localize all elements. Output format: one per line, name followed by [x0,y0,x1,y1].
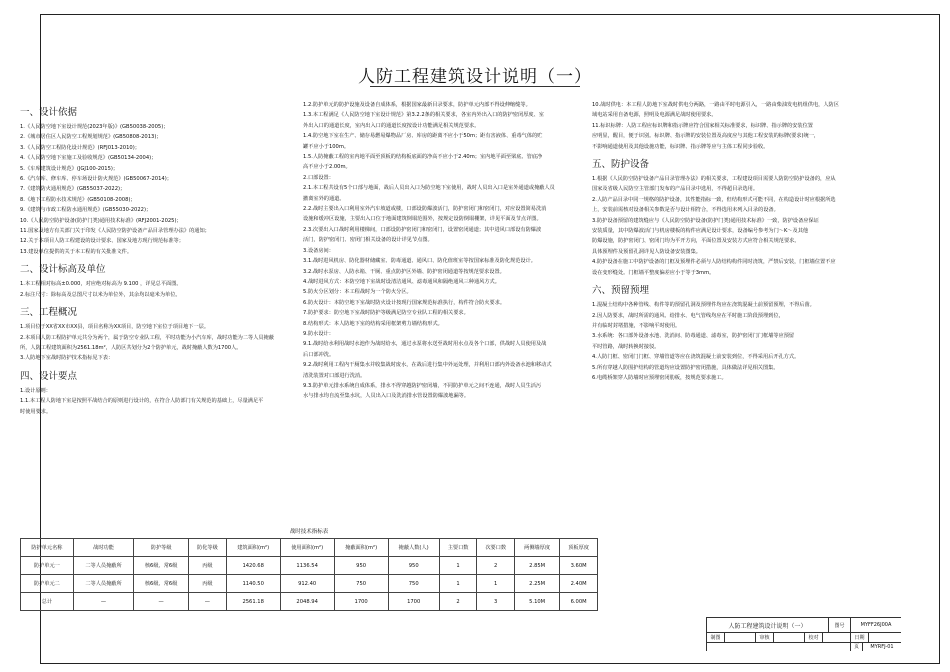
paragraph-line: 1.4.防空地下室在生产、储存易燃易爆物品厂房、库房的距离不应小于50m；距有害液体、重毒气体的贮 [303,133,543,140]
table-header-cell: 战时功能 [73,539,133,557]
table-header-cell: 两侧墙厚度 [515,539,560,557]
project-no-label: 图号 [829,618,851,632]
table-cell: 核6级、常6级 [134,557,189,575]
title-block-value [774,632,805,642]
table-cell: 3 [477,593,515,611]
table-cell: 6.00M [560,593,598,611]
table-header-cell: 主要口数 [439,539,477,557]
paragraph-line: 1.《人民防空地下室设计规范(2023年版)》(GB50038-2005)； [20,124,169,130]
table-cell: 2561.18 [226,593,280,611]
paragraph-line: 8.结构形式：本人防地下室的结构采用框架剪力墙结构形式。 [303,320,443,327]
paragraph-line: 活门，防护密闭门、密闭门相关设备的设计详见节点图。 [303,237,433,244]
paragraph-line: 6.电缆桥架穿人防墙时应预埋密闭肋板，按规范要求施工。 [592,374,727,381]
table-caption: 战时技术指标表 [289,529,329,535]
paragraph-line: 3.防护设备预留的建筑缝应与《人民防空防护设备(防护门类)通用技术标准》一致，防护设备应保证 [592,217,819,224]
paragraph-line: 平时管路，战时转换时接驳。 [592,343,660,350]
sheet-number: MYRFJ-01 [870,643,894,650]
table-cell: — [189,593,227,611]
table-cell: 丙级 [189,557,227,575]
paragraph-line: 安装质量，其中防爆波活门与机房楼板的构件应满足设计要求，设备编号参考为门～K～及其他 [592,228,809,235]
table-row [21,557,598,575]
paragraph-line: 高不应小于2.00m。 [303,164,351,171]
section-heading: 一、设计依据 [20,107,78,118]
table-cell: 750 [388,575,439,593]
table-cell: 5.10M [515,593,560,611]
title-block-label: 日期 [851,632,869,642]
table-cell: — [134,593,189,611]
paragraph-line: 2.2.战时主要出入口利用室外汽车坡道或楼，口部设防爆波活门，防护密闭门和密闭门，对应设置简易洗消 [303,206,547,213]
paragraph-line: 6.《汽车库、修车库、停车场设计防火规范》(GB50067-2014)； [20,176,172,183]
paragraph-line: 水与排水均自流至集水坑，人员出入口及洗消排水管设置防爆波地漏等。 [303,393,470,400]
table-header-cell: 掩蔽面积(m²) [334,539,388,557]
paragraph-line: 5.《车库建筑设计规范》(JGJ100-2015)； [20,165,119,172]
table-cell: 防护单元二 [21,575,74,593]
table-cell: 2.40M [560,575,598,593]
title-block [706,617,901,651]
paragraph-line: 7.防护要求：防空地下室战时防护等级满足防空专业队工程的相关要求。 [303,310,469,317]
table-header-cell: 次要口数 [477,539,515,557]
table-row [21,575,598,593]
paragraph-line: 12.关于本项目人防工程建设的设计要求、国家及地方现行规范标准等； [20,238,184,245]
paragraph-line: 3.2.战时水泵房、人防水箱、干厕、重点防护区外墙、防护密闭通道等按规范要求设置。 [303,268,505,275]
table-cell: 1700 [334,593,388,611]
paragraph-line: 4.《人民防空地下室施工及验收规范》(GB50134-2004)； [20,155,157,162]
paragraph-line: 上，安装前需核对设备相关参数是否与设计相符合，不得选用未列入目录的设备。 [592,207,779,214]
title-block-label: 审核 [756,632,774,642]
table-cell: 1140.50 [226,575,280,593]
table-cell: 912.40 [280,575,334,593]
title-block-label: 制图 [707,632,725,642]
paragraph-line: 不影响通道使用及其他设施功能，标识牌、指示牌等应与主体工程同步验收。 [592,143,769,150]
title-block-value [869,632,901,642]
paragraph-line: 国家及省级人民防空主管部门发布的产品目录中选用，不得超目录选用。 [592,186,759,193]
table-cell: 1 [439,557,477,575]
paragraph-line: 2.1.本工程共设有5个口部与地面，战后人员出入口为防空地下室使用，战时人员出入口是室外通道或掩蔽人员 [303,185,555,192]
table-header-cell: 顶板厚度 [560,539,598,557]
paragraph-line: 1.设计原则： [20,387,51,394]
paragraph-line: 10.《人民防空防护设备(防护门类)通用技术标准》(RFJ2001-2025)； [20,217,182,224]
paragraph-line: 3.设备房间： [303,247,334,254]
title-underline [370,86,580,87]
table-cell: 950 [334,557,388,575]
table-cell: 3.60M [560,557,598,575]
paragraph-line: 9.3.防护单元排水系统自成体系，排水不得穿越防护密闭墙，不同防护单元之间不连通，战时人员生活污 [303,382,542,389]
paragraph-line: 所，人防工程建筑面积为2561.18m²，人防区共划分为2个防护单元，战时掩蔽人数为1700人。 [20,344,242,351]
sheet-label: 页 [851,642,863,651]
paragraph-line: 1.3.本工程满足《人民防空地下室设计规范》第3.2.2条的相关要求，各室内外出入口的防护密闭厚度、室 [303,112,544,119]
table-header-row [21,539,598,557]
table-cell: 1 [477,575,515,593]
table-header-cell: 防护单元名称 [21,539,74,557]
paragraph-line: 4.人防门框、密闭门门框、穿墙管道等应在浇筑混凝土前安装到位，不得采用后开孔方式。 [592,354,800,361]
paragraph-line: 罐不应小于100m。 [303,143,350,150]
paragraph-line: 时使用要求。 [20,408,52,415]
drawing-name: 人防工程建筑设计说明（一） [707,618,829,632]
table-cell: 二等人员掩蔽所 [73,557,133,575]
paragraph-line: 撤离室外的通道。 [303,195,345,202]
section-heading: 三、工程概况 [20,307,78,319]
paragraph-line: 1.项目位于XX省XX市XX县，项目名称为XX项目，防空地下室位于项目地下一层。 [20,324,210,331]
paragraph-line: 并有临时封堵措施，不影响平时使用。 [592,322,681,329]
paragraph-line: 3.1.战时进风机房、防化器材储藏室、防毒通道、通风口、防化值班室等按国家标准及防化规范设计。 [303,258,536,265]
paragraph-line: 1.5.人防掩蔽工程的室内地平面至顶板的结构板底面的净高不应小于2.40m；室内地平面至梁底、管底净 [303,154,543,161]
paragraph-line: 2.3.次要出入口战时利用楼梯间，口部设防护密闭门和密闭门，设置密闭通道；其中进风口部设有防爆波 [303,226,542,233]
table-cell: 1 [439,575,477,593]
paragraph-line: 1.1.本工程人防地下室是按照平战结合的原则进行设计的，在符合人防部门有关规范的基础上，尽量满足平 [20,398,264,405]
section-heading: 二、设计标高及单位 [20,264,106,276]
paragraph-line: 2.人防产品目录中同一规格的防护设备，其性能指标一致，但结构形式可能不同，在构造设计时应根据所选 [592,196,836,203]
paragraph-line: 9.防水设计： [303,330,334,337]
paragraph-line: 2.本项目人防工程防护单元共分为两个，属于防空专业队工程，平时功能为小汽车库，战时功能为二等人员掩蔽 [20,334,274,341]
paragraph-line: 6.防火设计：本防空地下室战时防火设计按现行国家规范标准执行，构件符合防火要求。 [303,299,506,306]
paragraph-line: 4.防护设备在施工中防护设备的门框及预埋件必须与人防结构构件同时浇筑，严禁后安装，门框墙位置不应 [592,259,836,266]
column-right [592,100,882,383]
paragraph-line: 2.标注尺寸：除标高及总图尺寸以米为单位外，其余均以毫米为单位。 [20,291,181,298]
table-cell: 丙级 [189,575,227,593]
paragraph-line: 设在变形缝处。门框墙平整度偏差应小于等于3mm。 [592,269,715,276]
table-cell: 1700 [388,593,439,611]
paragraph-line: 5.防火分区划分：本工程战时为一个防火分区。 [303,289,412,296]
paragraph-line: 3.《人民防空工程防化设计规范》(RFJ013-2010)； [20,144,140,151]
paragraph-line: 2.《城市居住区人民防空工程规划规范》(GB50808-2013)； [20,134,162,141]
table-cell: 二等人员掩蔽所 [73,575,133,593]
table-header-cell: 防护等级 [134,539,189,557]
title-block-row-name [707,618,901,633]
paragraph-line: 9.1.战时给水利用战时水池作为战时给水，通过水泵将水送至战时用水点及各个口部，供战时人员使用及战 [303,341,547,348]
table-cell: 950 [388,557,439,575]
technical-index-table [20,527,598,611]
paragraph-line: 后口部冲洗。 [303,351,335,358]
table-cell: 1136.54 [280,557,334,575]
table-cell: 核6级、常6级 [134,575,189,593]
paragraph-line: 11.国家及地方有关部门关于印发《人民防空防护设备产品目录管理办法》的通知； [20,228,210,235]
title-block-label: 校对 [805,632,823,642]
paragraph-line: 1.本工程相对标高±0.000，对应绝对标高为 9.100 ，详见总平面图。 [20,281,182,288]
section-heading: 四、设计要点 [20,370,78,382]
table-header-cell: 掩蔽人数(人) [388,539,439,557]
paragraph-line: 设施和缓冲区设施，主要出入口位于地面建筑倒塌范围外，按规定设防倒塌棚架，详见平面及节点详图。 [303,216,542,223]
paragraph-line: 3.水系统：各口部外设备水池、洗消间、防毒通道、滤毒室，防护密闭门门框墙等应预留 [592,333,795,340]
paragraph-line: 11.标识标牌：人防工程应标识牌和指示牌应符合国家相关标准要求，标识牌、指示牌的安装位置 [592,122,813,129]
paragraph-line: 1.2.防护单元的防护设施及设备自成体系，根据国家最新目录要求，防护单元内部不得设伸缩缝等。 [303,102,531,108]
table-cell: 1420.68 [226,557,280,575]
paragraph-line: 10.战时供电：本工程人防地下室战时供电分两路，一路由平时电源引入，一路由柴油发电机组供电，人防区 [592,102,839,108]
title-block-row-sheet [707,642,901,651]
paragraph-line: 8.《地下工程防水技术规范》(GB50108-2008)； [20,196,136,203]
paragraph-line: 7.《建筑防火通用规范》(GB55037-2022)； [20,186,126,193]
paragraph-line: 3.人防地下室战时防护技术指标见下表： [20,355,114,362]
table-cell: 2.85M [515,557,560,575]
paragraph-line: 1.混凝土结构中各种管线、构件等的预留孔洞及预埋件均应在浇筑混凝土前预留预埋，不得后凿。 [592,302,815,309]
table-row [21,593,598,611]
paragraph-line: 应明显，醒目，便于识别。标识牌、指示牌的安装位置及高度应与其他工程安装的标牌(要求)统一， [592,133,820,140]
project-no: MYFF26J00A [860,622,892,628]
section-heading: 六、预留预埋 [592,285,650,297]
paragraph-line: 具体预埋件及预留孔洞详见人防设备安装图集。 [592,248,701,255]
title-block-value [823,632,851,642]
table-cell: 2 [439,593,477,611]
paragraph-line: 1.根据《人民防空防护设备产品目录管理办法》的相关要求，工程建设项目需要人防防空防护设备的，应从 [592,176,836,183]
column-middle [303,100,568,402]
paragraph-line: 外出入口的通道长度，室内出入口的通道长度按设计功能满足相关规范要求。 [303,122,480,129]
table-header-cell: 防化等级 [189,539,227,557]
paragraph-line: 4.战时进风方式：本防空地下室战时设清洁通风、滤毒通风和隔绝通风三种通风方式。 [303,278,500,285]
table-cell: 防护单元一 [21,557,74,575]
paragraph-line: 2.口部设置： [303,174,334,181]
table-cell: 2 [477,557,515,575]
paragraph-line: 防爆设施，防护密闭门、密闭门均为平开方向，平面位置及安装方式应符合相关规范要求。 [592,238,800,245]
paragraph-line: 13.建设单位提供的关于本工程的有关批准文件。 [20,248,133,255]
paragraph-line: 9.2.战时利用工程内干厕集水并收集战时废水，在战后进行集中外运处理，并利用口部内外设备水池和移动式 [303,362,552,369]
page-title: 人防工程建筑设计说明（一） [358,67,592,87]
sheet-spacer [707,642,851,651]
table-body [21,557,598,611]
title-block-value [725,632,756,642]
column-left [20,100,282,417]
paragraph-line: 清洗装置对口部进行洗消。 [303,372,366,379]
section-heading: 五、防护设备 [592,159,650,171]
table-cell: 2.25M [515,575,560,593]
table-cell: 总计 [21,593,74,611]
paragraph-line: 2.因人防要求，战时所需的通风、给排水、电气管线均应在平时施工阶段预埋到位， [592,312,784,319]
paragraph-line: 5.所有穿越人防围护结构的管道均应设置防护密闭措施，具体做法详见相关图集。 [592,364,779,371]
paragraph-line: 9.《建筑与市政工程防水通用规范》(GB55030-2022)； [20,207,152,214]
table-header-cell: 使用面积(m²) [280,539,334,557]
table-header-cell: 建筑面积(m²) [226,539,280,557]
table-cell: 750 [334,575,388,593]
table-cell: 2048.94 [280,593,334,611]
paragraph-line: 域电站采用自备电源，照明及电源满足战时使用要求。 [592,112,717,119]
table-cell: — [73,593,133,611]
